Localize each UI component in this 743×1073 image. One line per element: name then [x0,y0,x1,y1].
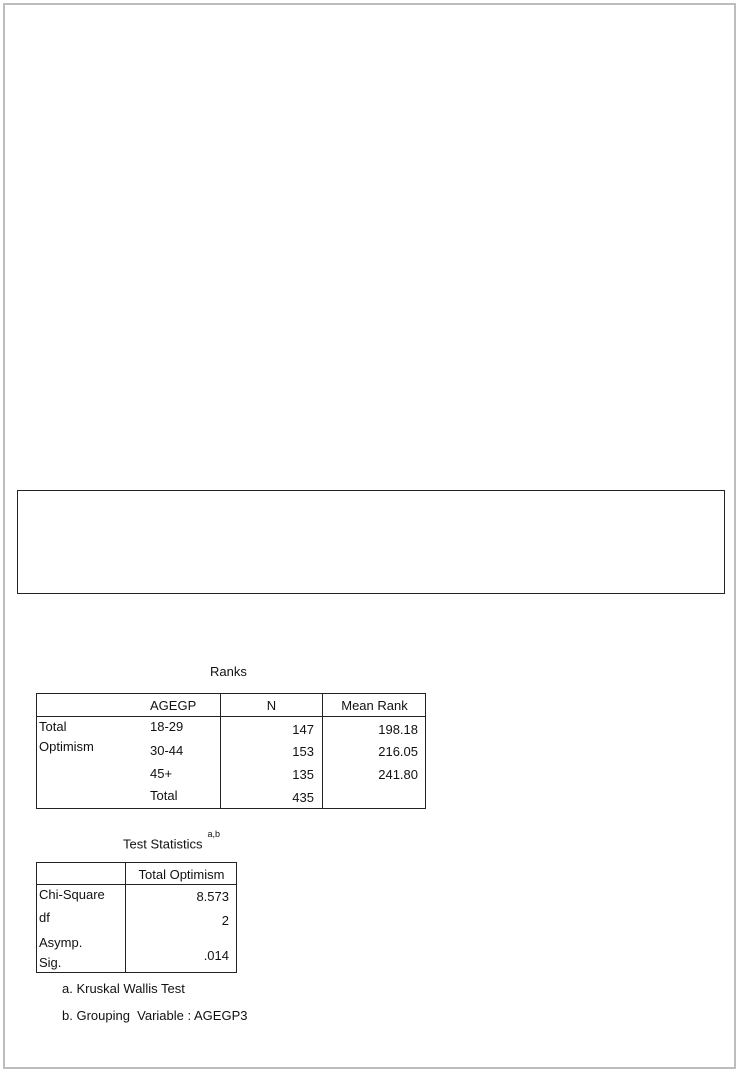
test-stats-row-label: Chi-Square [39,887,105,902]
ranks-variable-line1: Total [39,719,67,734]
test-stats-header-column: Total Optimism [138,867,225,882]
ranks-row-n: 153 [292,744,314,759]
ranks-row-n: 435 [292,790,314,805]
ranks-row-mean-rank: 241.80 [378,767,418,782]
ranks-title: Ranks [210,664,247,679]
test-stats-row-label: df [39,910,50,925]
ranks-row-group: Total [150,788,178,803]
ranks-header-group: AGEGP [150,698,197,713]
test-stats-header-divider [36,884,237,885]
ranks-row-group: 45+ [150,766,173,781]
empty-text-box [17,490,725,594]
test-stats-title-superscript: a,b [207,829,220,839]
test-stats-row-value: .014 [203,948,229,963]
ranks-row-group: 30-44 [150,743,184,758]
ranks-row-mean-rank: 198.18 [378,722,418,737]
ranks-variable-line2: Optimism [39,739,94,754]
test-stats-row-value: 8.573 [196,889,229,904]
ranks-header-divider [36,716,426,717]
ranks-row-mean-rank: 216.05 [378,744,418,759]
ranks-row-n: 135 [292,767,314,782]
test-stats-row-label-line1: Asymp. [39,935,83,950]
ranks-header-mean-rank: Mean Rank [341,698,408,713]
test-stats-row-label-line2: Sig. [39,955,62,970]
footnote-a: a. Kruskal Wallis Test [62,981,185,996]
footnote-b: b. Grouping Variable : AGEGP3 [62,1008,248,1023]
test-stats-title-text: Test Statistics [123,836,203,852]
ranks-row-group: 18-29 [150,719,184,734]
ranks-header-n: N [266,698,277,713]
ranks-row-n: 147 [292,722,314,737]
test-stats-title [123,829,220,852]
test-stats-row-value: 2 [221,913,229,928]
